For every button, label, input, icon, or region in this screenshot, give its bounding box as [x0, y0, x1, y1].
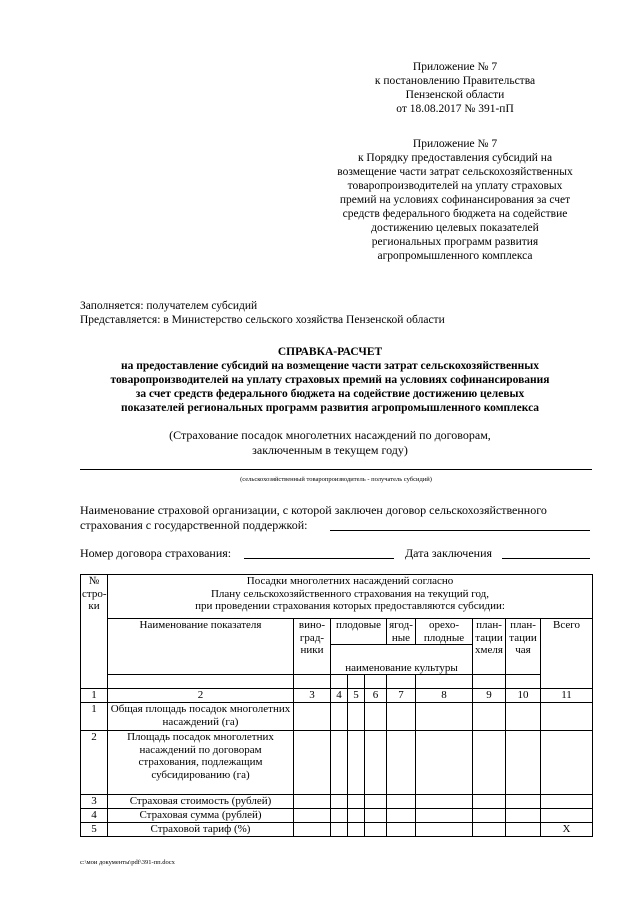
appendix-line: средств федерального бюджета на содействие — [342, 208, 568, 220]
data-cell[interactable] — [473, 703, 506, 731]
appendix-line: премий на условиях софинансирования за счет — [339, 194, 571, 206]
data-cell[interactable] — [365, 795, 387, 809]
spacer-cell — [331, 675, 348, 689]
appendix-line: от 18.08.2017 № 391-пП — [396, 103, 514, 115]
total-cell[interactable] — [541, 703, 593, 731]
data-cell[interactable] — [387, 809, 416, 823]
group-header — [108, 575, 593, 619]
row-number: 4 — [81, 809, 108, 823]
total-cell[interactable] — [541, 809, 593, 823]
spacer-cell — [473, 675, 506, 689]
col-number: 8 — [416, 689, 473, 703]
document-title: СПРАВКА-РАСЧЕТ — [277, 346, 383, 358]
appendix-line: к постановлению Правительства — [374, 75, 536, 87]
table-row — [81, 731, 593, 795]
row-indicator: Страховая стоимость (рублей) — [108, 795, 294, 809]
spacer-cell — [387, 675, 416, 689]
col-number: 2 — [108, 689, 294, 703]
total-cell[interactable] — [541, 731, 593, 795]
footer-file-path: c:\мои документы\pdf\391-пп.docx — [80, 859, 175, 866]
spacer-cell — [416, 675, 473, 689]
col-number: 11 — [541, 689, 593, 703]
row-number: 1 — [81, 703, 108, 731]
grapes-header: вино- град- ники — [294, 619, 331, 675]
data-cell[interactable] — [331, 809, 348, 823]
hops-header: план- тации хмеля — [473, 619, 506, 675]
data-cell[interactable] — [473, 731, 506, 795]
col-number: 5 — [348, 689, 365, 703]
appendix-line: региональных программ развития — [371, 236, 539, 248]
recipient-caption: (сельскохозяйственный товаропроизводитель - получатель субсидий) — [240, 476, 432, 483]
appendix-line: агропромышленного комплекса — [377, 250, 533, 262]
data-cell[interactable] — [331, 731, 348, 795]
row-number: 3 — [81, 795, 108, 809]
spacer-cell — [108, 675, 294, 689]
nut-header: орехо- плодные — [416, 619, 473, 645]
data-cell[interactable] — [365, 731, 387, 795]
data-cell[interactable] — [331, 703, 348, 731]
col-number: 9 — [473, 689, 506, 703]
row-number: 2 — [81, 731, 108, 795]
contract-number-field-line[interactable] — [244, 558, 394, 559]
indicator-header: Наименование показателя — [108, 619, 294, 675]
document-subtitle-line: показателей региональных программ развития агропромышленного комплекса — [120, 402, 540, 414]
data-cell[interactable] — [387, 823, 416, 837]
appendix-title: Приложение № 7 — [412, 138, 498, 150]
data-cell[interactable] — [506, 703, 541, 731]
data-cell[interactable] — [506, 823, 541, 837]
row-indicator: Площадь посадок многолетних насаждений по договорам страхования, подлежащим субсидированию (га) — [108, 731, 294, 795]
data-cell[interactable] — [365, 703, 387, 731]
insurer-label-2: страхования с государственной поддержкой: — [80, 518, 308, 532]
date-label: Дата заключения — [405, 546, 493, 560]
data-cell[interactable] — [348, 823, 365, 837]
data-cell[interactable] — [365, 823, 387, 837]
data-cell[interactable] — [416, 795, 473, 809]
insurer-label-1: Наименование страховой организации, с которой заключен договор сельскохозяйственного — [80, 503, 547, 517]
data-cell[interactable] — [416, 731, 473, 795]
col-number: 6 — [365, 689, 387, 703]
insurance-type — [70, 428, 590, 458]
total-cell[interactable] — [541, 795, 593, 809]
table-row — [81, 823, 593, 837]
data-cell[interactable] — [294, 731, 331, 795]
data-cell[interactable] — [348, 809, 365, 823]
row-indicator: Страховая сумма (рублей) — [108, 809, 294, 823]
document-title-block — [70, 345, 590, 415]
insurer-field-line[interactable] — [330, 530, 590, 531]
data-cell[interactable] — [348, 795, 365, 809]
data-cell[interactable] — [294, 809, 331, 823]
appendix-line: к Порядку предоставления субсидий на — [357, 152, 553, 164]
data-cell[interactable] — [416, 703, 473, 731]
data-cell[interactable] — [331, 823, 348, 837]
recipient-field-line[interactable] — [80, 469, 592, 470]
fruit-header: плодовые — [331, 619, 387, 645]
spacer-cell — [294, 675, 331, 689]
data-cell[interactable] — [506, 795, 541, 809]
data-cell[interactable] — [506, 731, 541, 795]
spacer-cell — [348, 675, 365, 689]
document-subtitle-line: за счет средств федерального бюджета на содействие достижению целевых — [135, 388, 525, 400]
appendix-title: Приложение № 7 — [412, 61, 498, 73]
document-subtitle-line: товаропроизводителей на уплату страховых премий на условиях софинансирования — [110, 374, 550, 386]
group-header-line: Посадки многолетних насаждений согласно — [246, 575, 454, 587]
spacer-cell — [365, 675, 387, 689]
data-cell[interactable] — [473, 823, 506, 837]
date-field-line[interactable] — [502, 558, 590, 559]
row-number: 5 — [81, 823, 108, 837]
data-cell[interactable] — [473, 809, 506, 823]
row-indicator: Страховой тариф (%) — [108, 823, 294, 837]
col-number: 4 — [331, 689, 348, 703]
col-number: 1 — [81, 689, 108, 703]
group-header-line: Плану сельскохозяйственного страхования на текущий год, — [210, 587, 490, 600]
data-cell[interactable] — [387, 703, 416, 731]
filled-by: Заполняется: получателем субсидий — [80, 300, 258, 312]
total-cell: Х — [541, 823, 593, 837]
subsidy-table — [80, 574, 593, 837]
data-cell[interactable] — [473, 795, 506, 809]
appendix-line: товаропроизводителей на уплату страховых — [347, 180, 563, 192]
table-row — [81, 795, 593, 809]
appendix-line: возмещение части затрат сельскохозяйственных — [337, 166, 573, 178]
document-subtitle-line: на предоставление субсидий на возмещение части затрат сельскохозяйственных — [120, 360, 540, 372]
data-cell[interactable] — [416, 823, 473, 837]
data-cell[interactable] — [348, 731, 365, 795]
col-number: 7 — [387, 689, 416, 703]
submitted-to: Представляется: в Министерство сельского хозяйства Пензенской области — [80, 314, 445, 326]
data-cell[interactable] — [331, 795, 348, 809]
insurance-type-line: заключенным в текущем году) — [252, 443, 408, 457]
data-cell[interactable] — [294, 703, 331, 731]
total-header: Всего — [541, 619, 593, 689]
insurance-type-line: (Страхование посадок многолетних насаждений по договорам, — [169, 428, 491, 442]
data-cell[interactable] — [387, 795, 416, 809]
data-cell[interactable] — [506, 809, 541, 823]
table-row — [81, 809, 593, 823]
table-row — [81, 703, 593, 731]
data-cell[interactable] — [416, 809, 473, 823]
row-indicator: Общая площадь посадок многолетних насаждений (га) — [108, 703, 294, 731]
col-number: 3 — [294, 689, 331, 703]
data-cell[interactable] — [365, 809, 387, 823]
data-cell[interactable] — [348, 703, 365, 731]
col-no-header: № стро- ки — [81, 575, 108, 689]
spacer-cell — [506, 675, 541, 689]
appendix-header-1 — [330, 60, 580, 116]
tea-header: план- тации чая — [506, 619, 541, 675]
data-cell[interactable] — [387, 731, 416, 795]
appendix-header-2 — [330, 137, 580, 263]
data-cell[interactable] — [294, 795, 331, 809]
column-numbers-row — [81, 689, 593, 703]
contract-label: Номер договора страхования: — [80, 546, 232, 560]
culture-name-header: наименование культуры — [331, 645, 473, 675]
berry-header: ягод- ные — [387, 619, 416, 645]
data-cell[interactable] — [294, 823, 331, 837]
appendix-line: Пензенской области — [405, 89, 505, 101]
appendix-line: достижению целевых показателей — [371, 222, 539, 234]
col-number: 10 — [506, 689, 541, 703]
group-header-line: при проведении страхования которых предоставляются субсидии: — [195, 600, 505, 612]
